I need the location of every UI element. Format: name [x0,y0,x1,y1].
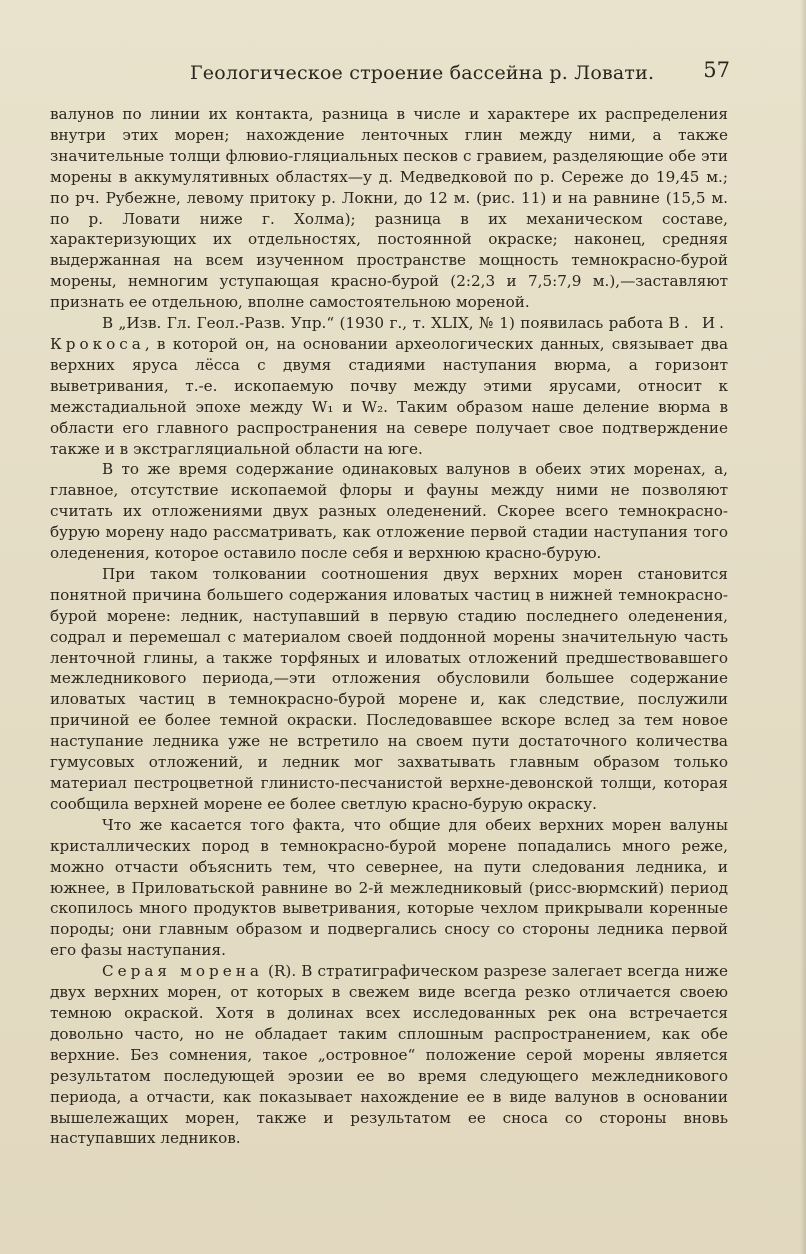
page-number: 57 [703,58,730,82]
scan-edge-shadow [800,0,806,1254]
paragraph-4-text: При таком толковании соотношения двух верхних морен становится понятной причина большего содержания иловатых частиц в нижней темнокрасно-бурой морене: ледник, наступавший в первую стадию последнего оледенения, содрал и перемешал с материалом своей поддонной морены значительную часть ленточной глины, а также торфяных и иловатых отложений предшествовавшего межледникового периода,—эти отложения обусловили большее содержание иловатых частиц в темнокрасно-бурой морене и, как следствие, послужили причиной ее более темной окраски. Последовавшее вскоре вслед за тем новое наступание ледника уже не встретило на своем пути достаточного количества гумусовых отложений, и ледник мог захватывать главным образом только материал пестроцветной глинисто-песчанистой верхне-девонской толщи, которая сообщила верхней морене ее более светлую красно-бурую окраску. [50,564,728,813]
paragraph-1 [50,104,728,313]
paragraph-1-text: валунов по линии их контакта, разница в числе и характере их распределения внутри этих морен; нахождение ленточных глин между ними, а также значительные толщи флювио-гляциальных песков с гравием, разделяющие обе эти морены в аккумулятивных областях—у д. Медведковой по р. Сереже до 19,45 м.; по рч. Рубежне, левому притоку р. Локни, до 12 м. (рис. 11) и на равнине (15,5 м. по р. Ловати ниже г. Холма); разница в их механическом составе, характеризующих их отдельностях, постоянной окраске; наконец, средняя выдержанная на всем изученном пространстве мощность темнокрасно-бурой морены, немногим уступающая красно-бурой (2:2,3 и 7,5:7,9 м.),—заставляют признать ее отдельною, вполне самостоятельною мореной. [50,105,728,312]
paragraph-3-text: В то же время содержание одинаковых валунов в обеих этих моренах, а, главное, отсутствие ископаемой флоры и фауны между ними не позволяют считать их отложениями двух разных оледенений. Скорее всего темнокрасно-бурую морену надо рассматривать, как отложение первой стадии наступания того оледенения, которое оставило после себя и верхнюю красно-бурую. [50,460,728,563]
paragraph-3 [50,459,728,564]
running-header [150,58,730,88]
paragraph-5-text: Что же касается того факта, что общие для обеих верхних морен валуны кристаллических пород в темнокрасно-бурой морене попадались много реже, можно отчасти объяснить тем, что севернее, на пути следования ледника, и южнее, в Приловатьской равнине во 2-й межледниковый (рисс-вюрмский) период скопилось много продуктов выветривания, которые чехлом прикрывали коренные породы; они главным образом и подвергались сносу со стороны ледника первой его фазы наступания. [50,815,728,960]
body-text [50,104,728,1149]
paragraph-6-text: (R). В стратиграфическом разрезе залегает всегда ниже двух верхних морен, от которых в свежем виде всегда резко отличается своею темною окраской. Хотя в долинах всех исследованных рек она встречается довольно часто, но не обладает таким сплошным распространением, как обе верхние. Без сомнения, такое „островное“ положение серой морены является результатом последующей эрозии ее во время следующего межледникового периода, а отчасти, как показывает нахождение ее в виде валунов в основании вышележащих морен, также и результатом ее сноса со стороны вновь наступавших ледников. [50,962,728,1148]
author-name: В. И. Крокоса [50,314,728,353]
paragraph-2-after: , в которой он, на основании археологических данных, связывает два верхних яруса лёсса с двумя стадиями наступания вюрма, а горизонт выветривания, т.-е. ископаемую почву между этими ярусами, относит к межстадиальной эпохе между W₁ и W₂. Таким образом наше деление вюрма в области его главного распространения на севере получает свое подтверждение также и в экстрагляциальной области на юге. [50,334,728,458]
paragraph-6 [50,961,728,1149]
paragraph-2-before: В „Изв. Гл. Геол.-Разв. Упр.“ (1930 г., т. XLIX, № 1) появилась работа [102,314,669,333]
paragraph-2 [50,313,728,459]
section-heading-grey-moraine: Серая морена [102,962,263,981]
header-title: Геологическое строение бассейна р. Ловати. [190,62,655,84]
paragraph-4 [50,564,728,815]
paragraph-5 [50,815,728,961]
